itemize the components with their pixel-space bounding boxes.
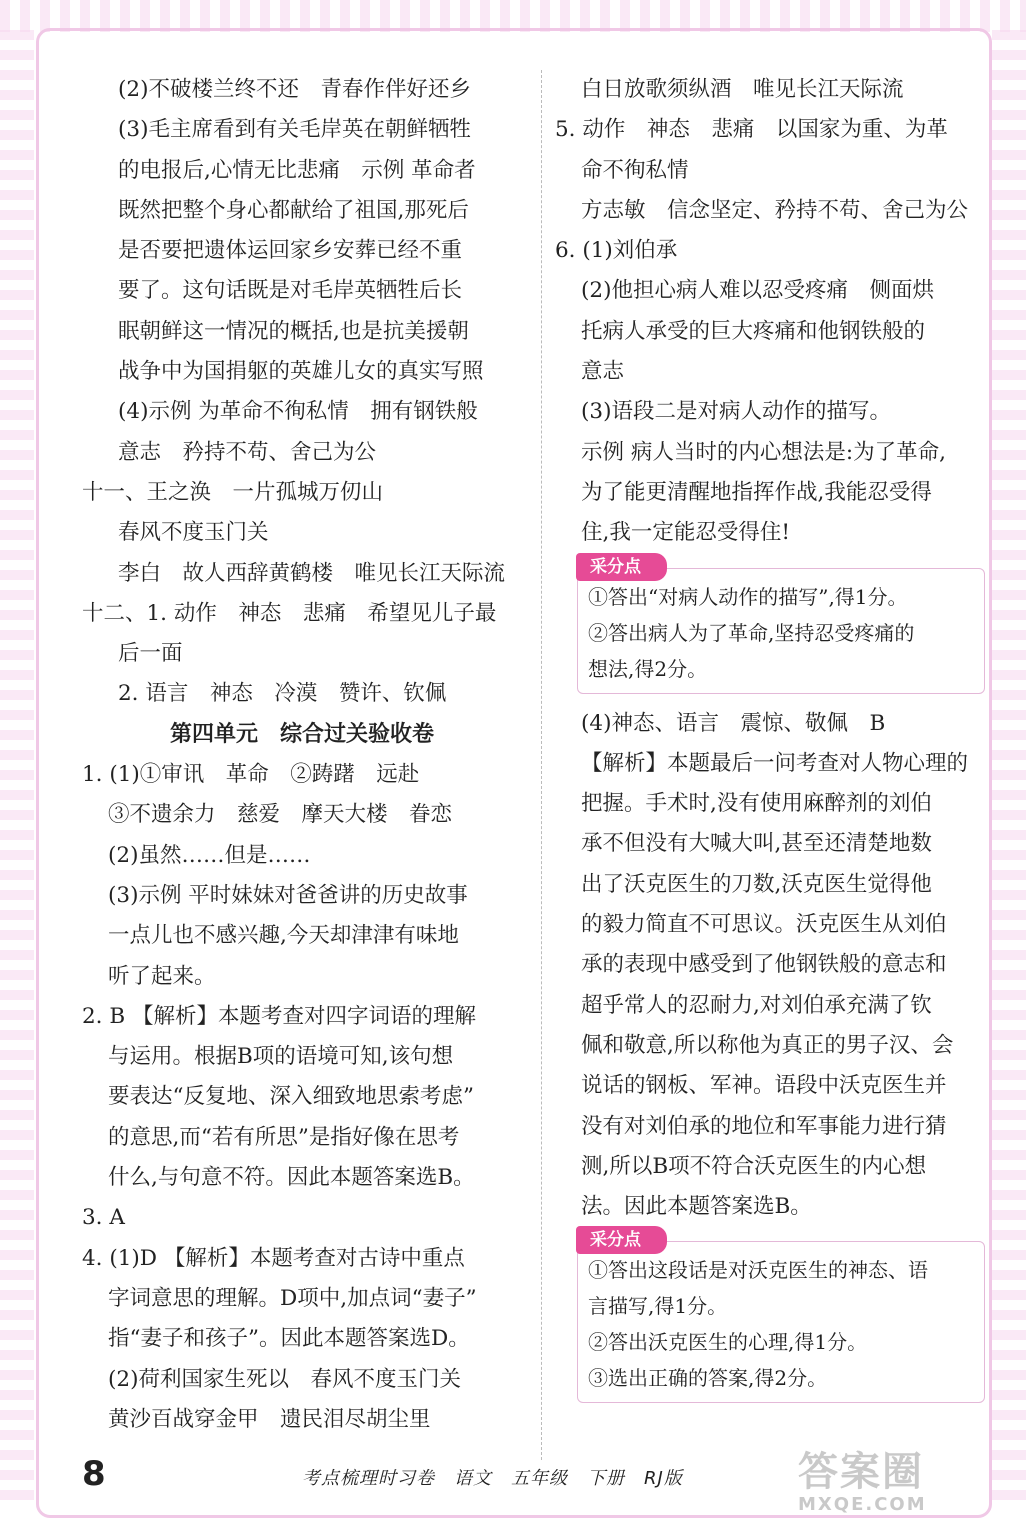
watermark-text: 答案圈 bbox=[798, 1449, 924, 1495]
text-line: (3)示例 平时妹妹对爸爸讲的历史故事 bbox=[108, 882, 468, 908]
text-line: 托病人承受的巨大疼痛和他钢铁般的 bbox=[581, 318, 926, 344]
text-line: 1. (1)①审讯 革命 ②踌躇 远赴 bbox=[82, 762, 420, 788]
right-column-top bbox=[555, 70, 985, 554]
text-line: 的电报后,心情无比悲痛 示例 革命者 bbox=[118, 157, 476, 183]
text-line: 意志 矜持不苟、舍己为公 bbox=[118, 439, 377, 465]
text-line: 白日放歌须纵酒 唯见长江天际流 bbox=[581, 77, 904, 102]
text-line: 一点儿也不感兴趣,今天却津津有味地 bbox=[108, 923, 459, 949]
text-line: 承的表现中感受到了他钢铁般的意志和 bbox=[581, 952, 947, 978]
text-line: 说话的钢板、军神。语段中沃克医生并 bbox=[581, 1073, 947, 1099]
text-line: 示例 病人当时的内心想法是:为了革命, bbox=[581, 439, 946, 465]
scoring-line: ②答出病人为了革命,坚持忍受疼痛的 bbox=[588, 620, 915, 645]
text-line: 后一面 bbox=[118, 641, 183, 667]
text-line: 把握。手术时,没有使用麻醉剂的刘伯 bbox=[581, 791, 932, 817]
text-line: 李白 故人西辞黄鹤楼 唯见长江天际流 bbox=[118, 560, 506, 586]
text-line: 的毅力简直不可思议。沃克医生从刘伯 bbox=[581, 912, 947, 938]
text-line: 没有对刘伯承的地位和军事能力进行猜 bbox=[581, 1113, 947, 1139]
text-line: (2)不破楼兰终不还 青春作伴好还乡 bbox=[118, 77, 471, 102]
text-line: 3. A bbox=[82, 1205, 125, 1231]
scoring-box-header: 采分点 bbox=[576, 1226, 667, 1254]
scoring-box-header: 采分点 bbox=[576, 553, 667, 581]
text-line: 法。因此本题答案选B。 bbox=[581, 1194, 812, 1220]
scoring-box-lines bbox=[588, 1252, 974, 1396]
text-line: 住,我一定能忍受得住! bbox=[581, 520, 790, 546]
right-column bbox=[555, 70, 985, 1413]
text-line: 是否要把遗体运回家乡安葬已经不重 bbox=[118, 238, 463, 264]
scoring-box-1 bbox=[577, 556, 985, 694]
text-line: ③不遗余力 慈爱 摩天大楼 眷恋 bbox=[108, 802, 453, 828]
text-line: 指“妻子和孩子”。因此本题答案选D。 bbox=[108, 1326, 470, 1352]
text-line: 春风不度玉门关 bbox=[118, 520, 269, 546]
text-line: 命不徇私情 bbox=[581, 157, 689, 183]
scoring-line: 言描写,得1分。 bbox=[588, 1294, 728, 1319]
text-line: 4. (1)D 【解析】本题考查对古诗中重点 bbox=[82, 1245, 465, 1271]
text-line: 出了沃克医生的刀数,沃克医生觉得他 bbox=[581, 871, 932, 897]
text-line: 【解析】本题最后一问考查对人物心理的 bbox=[581, 750, 969, 776]
text-line: 方志敏 信念坚定、矜持不苟、舍己为公 bbox=[581, 197, 969, 223]
text-line: 的意思,而“若有所思”是指好像在思考 bbox=[108, 1124, 460, 1150]
text-line: (2)他担心病人难以忍受疼痛 侧面烘 bbox=[581, 278, 934, 304]
book-title: 考点梳理时习卷 语文 五年级 下册 RJ版 bbox=[302, 1468, 683, 1489]
text-line: 为了能更清醒地指挥作战,我能忍受得 bbox=[581, 479, 932, 505]
text-line: 承不但没有大喊大叫,甚至还清楚地数 bbox=[581, 831, 932, 857]
decorative-left-border bbox=[0, 30, 34, 1510]
text-line: 2. B 【解析】本题考查对四字词语的理解 bbox=[82, 1003, 476, 1029]
watermark-logo bbox=[798, 1450, 968, 1520]
scoring-line: ③选出正确的答案,得2分。 bbox=[588, 1366, 828, 1391]
text-line: 意志 bbox=[581, 359, 625, 385]
section-heading: 第四单元 综合过关验收卷 bbox=[169, 721, 434, 747]
text-line: (3)语段二是对病人动作的描写。 bbox=[581, 399, 891, 425]
text-line: 字词意思的理解。D项中,加点词“妻子” bbox=[108, 1285, 477, 1311]
text-line: (3)毛主席看到有关毛岸英在朝鲜牺牲 bbox=[118, 117, 471, 143]
text-line: 测,所以B项不符合沃克医生的内心想 bbox=[581, 1153, 927, 1179]
scoring-box-2 bbox=[577, 1230, 985, 1403]
text-line: 听了起来。 bbox=[108, 963, 216, 989]
text-line: (4)示例 为革命不徇私情 拥有钢铁般 bbox=[118, 399, 478, 425]
text-line: 眠朝鲜这一情况的概括,也是抗美援朝 bbox=[118, 318, 469, 344]
decorative-right-border bbox=[992, 30, 1026, 1510]
scoring-line: ①答出这段话是对沃克医生的神态、语 bbox=[588, 1258, 928, 1283]
text-line: 黄沙百战穿金甲 遗民泪尽胡尘里 bbox=[108, 1406, 431, 1432]
column-divider bbox=[541, 70, 542, 1460]
page-number: 8 bbox=[82, 1454, 106, 1494]
scoring-line: ①答出“对病人动作的描写”,得1分。 bbox=[588, 584, 908, 609]
text-line: 十一、王之涣 一片孤城万仞山 bbox=[82, 479, 384, 505]
text-line: 十二、1. 动作 神态 悲痛 希望见儿子最 bbox=[82, 600, 497, 626]
text-line: (4)神态、语言 震惊、敬佩 B bbox=[581, 710, 886, 736]
text-line: 战争中为国捐躯的英雄儿女的真实写照 bbox=[118, 359, 484, 385]
text-line: 要表达“反复地、深入细致地思索考虑” bbox=[108, 1084, 474, 1110]
text-line: 5. 动作 神态 悲痛 以国家为重、为革 bbox=[555, 117, 948, 143]
text-line: 与运用。根据B项的语境可知,该句想 bbox=[108, 1044, 454, 1070]
text-line: 要了。这句话既是对毛岸英牺牲后长 bbox=[118, 278, 463, 304]
text-line: (2)虽然……但是…… bbox=[108, 842, 311, 868]
text-line: 既然把整个身心都献给了祖国,那死后 bbox=[118, 197, 469, 223]
watermark-url: MXQE.COM bbox=[798, 1494, 927, 1515]
text-line: (2)荷利国家生死以 春风不度玉门关 bbox=[108, 1366, 461, 1392]
text-line: 什么,与句意不符。因此本题答案选B。 bbox=[108, 1165, 475, 1191]
text-line: 6. (1)刘伯承 bbox=[555, 238, 678, 264]
scoring-line: 想法,得2分。 bbox=[588, 656, 708, 681]
text-line: 佩和敬意,所以称他为真正的男子汉、会 bbox=[581, 1032, 954, 1058]
right-column-middle bbox=[555, 704, 985, 1228]
left-column bbox=[82, 70, 522, 1440]
scoring-line: ②答出沃克医生的心理,得1分。 bbox=[588, 1330, 868, 1355]
text-line: 2. 语言 神态 冷漠 赞许、钦佩 bbox=[118, 681, 447, 707]
text-line: 超乎常人的忍耐力,对刘伯承充满了钦 bbox=[581, 992, 932, 1018]
scoring-box-lines bbox=[588, 579, 974, 687]
